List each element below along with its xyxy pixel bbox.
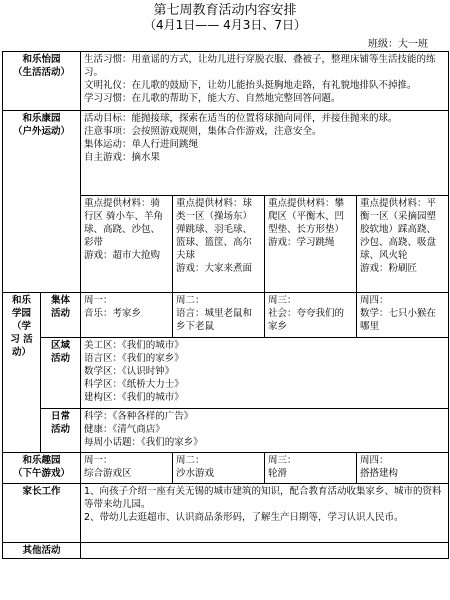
- life-label-2: （生活活动）: [13, 67, 71, 78]
- fun-day-3: [265, 453, 357, 484]
- fun-label-2: （下午游戏）: [13, 468, 71, 479]
- daily-line-health: 健康：《清气商店》: [84, 424, 165, 435]
- fun-day-1: [81, 453, 173, 484]
- daily-line-topic: 每周小话题：《我们的家乡》: [84, 437, 203, 448]
- parents-row: [3, 484, 449, 543]
- area-line-build: 建构区：《我们的城市》: [84, 392, 184, 403]
- life-line-habit: 生活习惯：用童谣的方式，让幼儿进行穿脱衣服、叠被子，整理床铺等生活技能的练习。: [84, 54, 436, 78]
- learning-label-1: 和乐: [11, 295, 31, 306]
- outdoor-line-goal: 活动目标：能抛接球，探索在适当的位置将球抛向同伴，并接住抛来的球。: [84, 113, 398, 124]
- schedule-table: [2, 51, 449, 559]
- other-content: [81, 543, 449, 559]
- parents-line-1: 1、向孩子介绍一座有关无锡的城市建筑的知识，配合教育活动收集家乡、城市的资料等带来幼儿园。: [84, 486, 442, 510]
- daily-label-cell: [41, 409, 81, 453]
- area-line-art: 美工区：《我们的城市》: [84, 340, 184, 351]
- parents-label-cell: [3, 484, 81, 543]
- zone-materials: 重点提供材料：平衡一区（采摘园塑胶软地）踩高跷、沙包、高跷、吸盘球、风火轮: [360, 198, 437, 261]
- zone-game: 游戏：学习跳绳: [268, 237, 335, 248]
- other-label-cell: [3, 543, 81, 559]
- day-activity: 音乐：考家乡: [84, 308, 142, 319]
- other-label: 其他活动: [22, 545, 61, 556]
- day-activity: 语言：城里老鼠和乡下老鼠: [176, 308, 253, 332]
- outdoor-row-goals: [3, 111, 449, 196]
- daily-label-2: 活动: [51, 424, 71, 435]
- fun-label-1: 和乐趣园: [22, 455, 61, 466]
- daily-line-science: 科学：《各种各样的广告》: [84, 411, 194, 422]
- day-label: 周三：: [268, 455, 297, 466]
- zone-game: 游戏：超市大抢购: [84, 250, 161, 261]
- group-label-cell: [41, 293, 81, 338]
- outdoor-content: [81, 111, 449, 196]
- area-line-language: 语言区：《我们的家乡》: [84, 353, 184, 364]
- area-line-science: 科学区：《纸桥大力士》: [84, 379, 184, 390]
- outdoor-label-cell: [3, 111, 81, 293]
- learning-label-3: （学: [11, 321, 31, 332]
- area-content: [81, 338, 449, 409]
- life-label-1: 和乐怡园: [22, 54, 61, 65]
- zone-materials: 重点提供材料：攀爬区（平衡木、凹型垫、长方形垫）: [268, 198, 345, 235]
- learning-label-cell: [3, 293, 41, 453]
- life-line-manners: 文明礼仪：在儿歌的鼓励下，让幼儿能抬头挺胸地走路，有礼貌地排队不掉推。: [84, 80, 417, 91]
- day-label: 周二：: [176, 295, 205, 306]
- learning-row-group: [3, 293, 449, 338]
- day-activity: 轮滑: [268, 468, 288, 479]
- learning-label-2: 学园: [11, 308, 31, 319]
- class-label: 班级：大一班: [368, 39, 428, 50]
- zone-materials: 重点提供材料：骑行区 骑小车、羊角球、高跷、沙包、彩带: [84, 198, 164, 248]
- fun-day-2: [173, 453, 265, 484]
- day-label: 周四：: [360, 295, 389, 306]
- fun-row: [3, 453, 449, 484]
- outdoor-zone-1: [81, 196, 173, 293]
- zone-materials: 重点提供材料：球类一区（操场东）弹跳球、羽毛球、篮球、篮筐、高尔夫球: [176, 198, 253, 261]
- day-activity: 沙水游戏: [176, 468, 215, 479]
- learning-row-area: [3, 338, 449, 409]
- outdoor-line-group: 集体运动：单人行进间跳绳: [84, 139, 199, 150]
- day-label: 周一：: [84, 455, 113, 466]
- outdoor-zone-3: [265, 196, 357, 293]
- daily-content: [81, 409, 449, 453]
- learning-row-daily: [3, 409, 449, 453]
- fun-label-cell: [3, 453, 81, 484]
- parents-line-2: 2、带幼儿去逛超市、认识商品条形码，了解生产日期等，学习认识人民币。: [84, 512, 404, 523]
- area-label-2: 活动: [51, 353, 71, 364]
- group-day-3: [265, 293, 357, 338]
- learning-label-4: 习 活: [10, 334, 33, 345]
- group-label-2: 活动: [51, 308, 71, 319]
- area-label-1: 区域: [51, 340, 71, 351]
- life-label-cell: [3, 52, 81, 111]
- outdoor-line-free: 自主游戏：摘水果: [84, 152, 161, 163]
- area-line-math: 数学区：《认识时钟》: [84, 366, 175, 377]
- outdoor-zone-2: [173, 196, 265, 293]
- group-day-2: [173, 293, 265, 338]
- day-label: 周二：: [176, 455, 205, 466]
- day-activity: 社会：夸夸我们的家乡: [268, 308, 345, 332]
- group-day-1: [81, 293, 173, 338]
- parents-label: 家长工作: [22, 486, 61, 497]
- page-title: 第七周教育活动内容安排: [153, 3, 297, 18]
- outdoor-label-2: （户外运动）: [13, 126, 71, 137]
- group-label-1: 集体: [51, 295, 71, 306]
- daily-label-1: 日常: [51, 411, 71, 422]
- outdoor-line-notes: 注意事项：会按照游戏规则，集体合作游戏，注意安全。: [84, 126, 322, 137]
- day-label: 周三：: [268, 295, 297, 306]
- day-activity: 数学：七只小猴在哪里: [360, 308, 437, 332]
- outdoor-zone-4: [357, 196, 449, 293]
- day-activity: 综合游戏区: [84, 468, 132, 479]
- outdoor-label-1: 和乐康园: [22, 113, 61, 124]
- day-activity: 搭搭建构: [360, 468, 399, 479]
- parents-content: [81, 484, 449, 543]
- other-row: [3, 543, 449, 559]
- zone-game: 游戏：粉刷匠: [360, 263, 418, 274]
- area-label-cell: [41, 338, 81, 409]
- life-row: [3, 52, 449, 111]
- fun-day-4: [357, 453, 449, 484]
- day-label: 周一：: [84, 295, 113, 306]
- group-day-4: [357, 293, 449, 338]
- day-label: 周四：: [360, 455, 389, 466]
- date-range: （4月1日—— 4月3日、7日）: [144, 18, 306, 32]
- life-content: [81, 52, 449, 111]
- life-line-study: 学习习惯：在儿歌的帮助下，能大方、自然地完整回答问题。: [84, 93, 341, 104]
- learning-label-5: 动）: [11, 347, 31, 358]
- zone-game: 游戏：大家来煮面: [176, 263, 253, 274]
